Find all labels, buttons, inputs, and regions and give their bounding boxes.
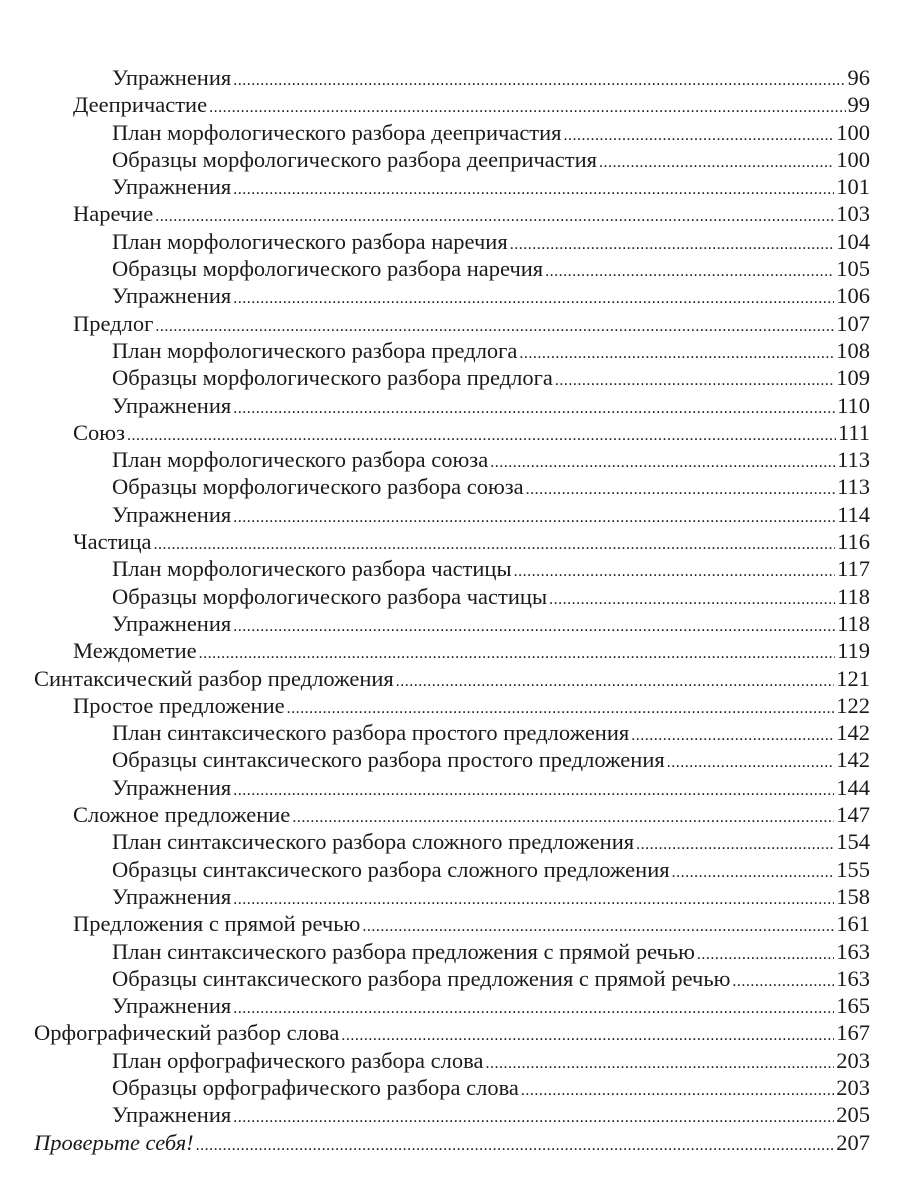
toc-entry-page: 108 [836, 337, 870, 363]
toc-entry-page: 109 [836, 365, 870, 391]
toc-dot-leader [155, 203, 834, 230]
toc-entry-page: 161 [836, 911, 870, 937]
toc-entry[interactable] [34, 501, 870, 528]
toc-entry-page: 147 [836, 802, 870, 828]
toc-entry[interactable] [34, 64, 870, 91]
toc-dot-leader [519, 340, 834, 367]
toc-dot-leader [127, 422, 836, 449]
toc-entry-page: 100 [836, 146, 870, 172]
toc-entry[interactable] [34, 282, 870, 309]
toc-entry[interactable] [34, 719, 870, 746]
toc-entry-title: Упражнения [112, 283, 232, 309]
toc-entry[interactable] [34, 446, 870, 473]
toc-dot-leader [199, 640, 835, 667]
toc-entry-title: Проверьте себя! [34, 1129, 194, 1155]
toc-entry-title: Упражнения [112, 993, 232, 1019]
toc-dot-leader [155, 313, 834, 340]
toc-dot-leader [396, 668, 834, 695]
toc-entry-page: 122 [836, 692, 870, 718]
toc-entry[interactable] [34, 1019, 870, 1046]
toc-entry-page: 96 [847, 65, 870, 90]
toc-entry-page: 158 [836, 883, 870, 909]
toc-dot-leader [555, 367, 834, 394]
toc-entry[interactable] [34, 910, 870, 937]
toc-dot-leader [287, 695, 835, 722]
toc-dot-leader [545, 258, 834, 285]
toc-dot-leader [526, 476, 835, 503]
toc-entry-title: Сложное предложение [73, 802, 291, 828]
toc-entry-title: Упражнения [112, 501, 232, 527]
toc-entry-title: Образцы морфологического разбора предлога [112, 365, 553, 391]
toc-entry[interactable] [34, 774, 870, 801]
toc-dot-leader [233, 613, 835, 640]
toc-entry-page: 142 [836, 747, 870, 773]
toc-entry[interactable] [34, 255, 870, 282]
toc-dot-leader [233, 777, 834, 804]
toc-entry-title: Упражнения [112, 883, 232, 909]
toc-entry-title: Упражнения [112, 174, 232, 200]
toc-entry[interactable] [34, 200, 870, 227]
toc-entry-title: Образцы морфологического разбора наречия [112, 256, 544, 282]
toc-entry-page: 142 [836, 720, 870, 746]
toc-dot-leader [510, 231, 835, 258]
toc-entry-page: 118 [837, 610, 870, 636]
toc-entry-title: Простое предложение [73, 692, 285, 718]
toc-entry-title: Упражнения [112, 65, 232, 90]
toc-dot-leader [672, 859, 835, 886]
toc-entry-title: План синтаксического разбора сложного предложения [112, 829, 635, 855]
toc-entry-page: 167 [836, 1020, 870, 1046]
toc-dot-leader [233, 886, 834, 913]
toc-entry[interactable] [34, 583, 870, 610]
toc-entry[interactable] [34, 992, 870, 1019]
toc-entry-title: Упражнения [112, 1102, 232, 1128]
toc-entry-title: Образцы морфологического разбора деепричастия [112, 146, 598, 172]
table-of-contents [34, 64, 870, 1156]
toc-entry-title: План орфографического разбора слова [112, 1047, 484, 1073]
toc-entry-page: 118 [837, 583, 870, 609]
toc-entry[interactable] [34, 555, 870, 582]
toc-dot-leader [233, 1104, 834, 1131]
toc-entry[interactable] [34, 1074, 870, 1101]
toc-dot-leader [233, 395, 835, 422]
toc-entry[interactable] [34, 528, 870, 555]
toc-entry-title: Упражнения [112, 610, 232, 636]
toc-entry[interactable] [34, 392, 870, 419]
toc-entry-title: Упражнения [112, 774, 232, 800]
toc-entry-page: 154 [836, 829, 870, 855]
toc-entry-title: Предлог [73, 310, 154, 336]
toc-entry-title: План синтаксического разбора предложения с прямой речью [112, 938, 695, 964]
toc-entry[interactable] [34, 364, 870, 391]
toc-entry-page: 107 [836, 310, 870, 336]
toc-entry[interactable] [34, 91, 870, 118]
toc-entry[interactable] [34, 1101, 870, 1128]
toc-entry-page: 113 [837, 474, 870, 500]
toc-entry-page: 205 [836, 1102, 870, 1128]
toc-entry[interactable] [34, 746, 870, 773]
toc-dot-leader [521, 1077, 834, 1104]
toc-dot-leader [196, 1132, 835, 1159]
toc-dot-leader [362, 913, 834, 940]
toc-entry-page: 163 [836, 965, 870, 991]
toc-entry-title: Синтаксический разбор предложения [34, 665, 394, 691]
toc-entry-title: План морфологического разбора деепричастия [112, 119, 562, 145]
toc-entry-page: 111 [837, 419, 870, 445]
toc-entry-title: Союз [73, 419, 125, 445]
toc-entry-title: Образцы синтаксического разбора сложного предложения [112, 856, 670, 882]
toc-entry-title: Предложения с прямой речью [73, 911, 361, 937]
toc-entry-title: Орфографический разбор слова [34, 1020, 340, 1046]
toc-entry[interactable] [34, 310, 870, 337]
toc-entry-title: Образцы синтаксического разбора простого предложения [112, 747, 665, 773]
toc-entry-page: 100 [836, 119, 870, 145]
toc-dot-leader [636, 831, 834, 858]
toc-entry-title: Наречие [73, 201, 154, 227]
toc-entry-page: 110 [837, 392, 870, 418]
toc-entry-title: Частица [73, 529, 152, 555]
toc-entry-page: 101 [836, 174, 870, 200]
toc-entry-page: 105 [836, 256, 870, 282]
toc-entry-page: 99 [847, 92, 870, 118]
toc-dot-leader [667, 749, 835, 776]
toc-dot-leader [233, 504, 835, 531]
toc-entry-title: План синтаксического разбора простого предложения [112, 720, 630, 746]
toc-dot-leader [514, 558, 835, 585]
toc-entry-page: 104 [836, 228, 870, 254]
toc-entry[interactable] [34, 119, 870, 146]
toc-entry[interactable] [34, 1047, 870, 1074]
toc-entry-title: План морфологического разбора наречия [112, 228, 508, 254]
toc-entry-title: Образцы морфологического разбора частицы [112, 583, 548, 609]
toc-entry-title: Междометие [73, 638, 197, 664]
toc-dot-leader [341, 1022, 834, 1049]
toc-entry-page: 103 [836, 201, 870, 227]
toc-entry[interactable] [34, 692, 870, 719]
toc-dot-leader [233, 285, 834, 312]
toc-dot-leader [485, 1050, 834, 1077]
toc-dot-leader [233, 995, 834, 1022]
toc-entry-title: Образцы морфологического разбора союза [112, 474, 524, 500]
toc-entry[interactable] [34, 173, 870, 200]
toc-entry-page: 155 [836, 856, 870, 882]
toc-entry-page: 203 [836, 1047, 870, 1073]
toc-entry-page: 113 [837, 447, 870, 473]
toc-dot-leader [631, 722, 834, 749]
toc-entry-page: 117 [837, 556, 870, 582]
toc-dot-leader [732, 968, 834, 995]
toc-entry[interactable] [34, 610, 870, 637]
toc-entry-page: 119 [837, 638, 870, 664]
toc-dot-leader [209, 94, 845, 121]
toc-entry-page: 163 [836, 938, 870, 964]
toc-entry-page: 207 [836, 1129, 870, 1155]
toc-dot-leader [233, 176, 834, 203]
toc-entry[interactable] [34, 419, 870, 446]
toc-entry-page: 116 [837, 529, 870, 555]
toc-entry[interactable] [34, 146, 870, 173]
toc-entry-title: План морфологического разбора предлога [112, 337, 518, 363]
toc-entry-title: Деепричастие [73, 92, 208, 118]
toc-entry[interactable] [34, 637, 870, 664]
toc-entry[interactable] [34, 883, 870, 910]
toc-entry-page: 144 [836, 774, 870, 800]
toc-entry[interactable] [34, 665, 870, 692]
toc-entry-title: План морфологического разбора союза [112, 447, 489, 473]
toc-entry[interactable] [34, 801, 870, 828]
toc-dot-leader [292, 804, 834, 831]
toc-entry[interactable] [34, 228, 870, 255]
toc-dot-leader [233, 67, 845, 94]
toc-entry-title: План морфологического разбора частицы [112, 556, 512, 582]
toc-entry[interactable] [34, 1129, 870, 1156]
toc-entry-title: Упражнения [112, 392, 232, 418]
toc-entry[interactable] [34, 473, 870, 500]
toc-entry-page: 106 [836, 283, 870, 309]
toc-entry[interactable] [34, 938, 870, 965]
toc-entry-page: 203 [836, 1074, 870, 1100]
toc-entry-page: 121 [836, 665, 870, 691]
toc-dot-leader [697, 941, 834, 968]
toc-dot-leader [549, 586, 835, 613]
toc-dot-leader [490, 449, 835, 476]
toc-entry[interactable] [34, 828, 870, 855]
toc-entry[interactable] [34, 965, 870, 992]
toc-entry-title: Образцы орфографического разбора слова [112, 1074, 519, 1100]
toc-dot-leader [599, 149, 834, 176]
toc-dot-leader [564, 122, 835, 149]
toc-dot-leader [154, 531, 836, 558]
toc-entry-page: 165 [836, 993, 870, 1019]
toc-entry[interactable] [34, 337, 870, 364]
toc-entry-title: Образцы синтаксического разбора предложения с прямой речью [112, 965, 731, 991]
toc-entry[interactable] [34, 856, 870, 883]
toc-entry-page: 114 [837, 501, 870, 527]
